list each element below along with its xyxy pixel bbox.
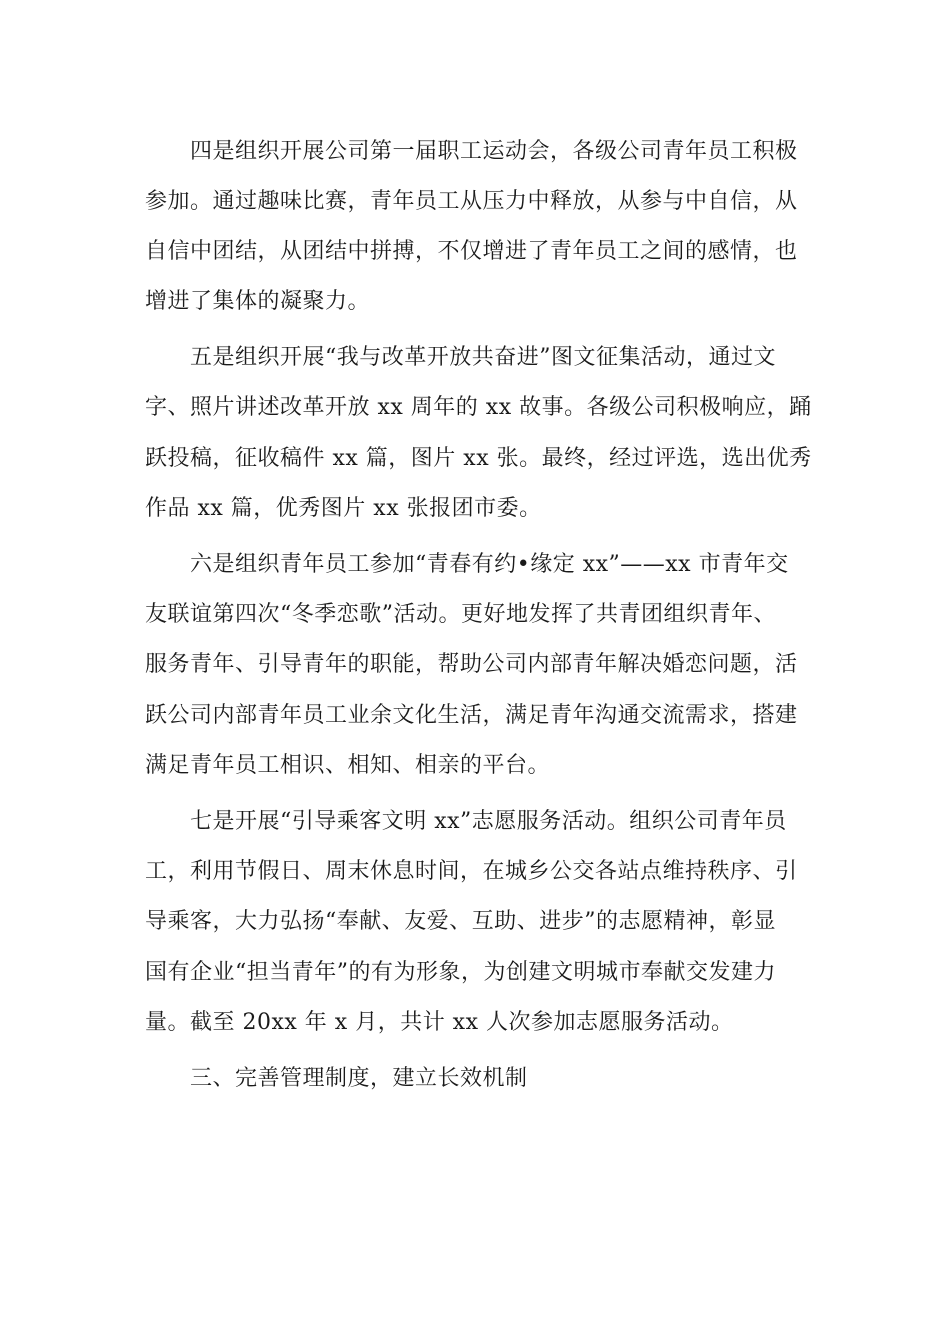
paragraph-3-line-2: 友联谊第四次“冬季恋歌”活动。更好地发挥了共青团组织青年、 <box>145 602 776 627</box>
paragraph-3-line-5: 满足青年员工相识、相知、相亲的平台。 <box>145 753 551 778</box>
paragraph-4-line-5: 量。截至 20xx 年 x 月，共计 xx 人次参加志愿服务活动。 <box>145 1010 734 1035</box>
paragraph-2-line-1: 五是组织开展“我与改革开放共奋进”图文征集活动，通过文 <box>190 345 776 370</box>
paragraph-4-line-2: 工，利用节假日、周末休息时间，在城乡公交各站点维持秩序、引 <box>145 859 798 884</box>
paragraph-1-line-1: 四是组织开展公司第一届职工运动会，各级公司青年员工积极 <box>190 139 798 164</box>
paragraph-1-line-4: 增进了集体的凝聚力。 <box>145 289 371 314</box>
paragraph-3-line-1: 六是组织青年员工参加“青春有约•缘定 xx”——xx 市青年交 <box>190 552 789 577</box>
paragraph-2-line-3: 跃投稿，征收稿件 xx 篇，图片 xx 张。最终，经过评选，选出优秀 <box>145 446 812 471</box>
paragraph-2-line-4: 作品 xx 篇，优秀图片 xx 张报团市委。 <box>145 496 542 521</box>
paragraph-2-line-2: 字、照片讲述改革开放 xx 周年的 xx 故事。各级公司积极响应，踊 <box>145 395 812 420</box>
paragraph-3-line-4: 跃公司内部青年员工业余文化生活，满足青年沟通交流需求，搭建 <box>145 703 798 728</box>
paragraph-4-line-3: 导乘客，大力弘扬“奉献、友爱、互助、进步”的志愿精神，彰显 <box>145 909 776 934</box>
paragraph-4-line-1: 七是开展“引导乘客文明 xx”志愿服务活动。组织公司青年员 <box>190 809 787 834</box>
paragraph-1-line-3: 自信中团结，从团结中拼搏，不仅增进了青年员工之间的感情，也 <box>145 239 798 264</box>
paragraph-3-line-3: 服务青年、引导青年的职能，帮助公司内部青年解决婚恋问题，活 <box>145 652 798 677</box>
section-heading: 三、完善管理制度，建立长效机制 <box>190 1066 528 1091</box>
paragraph-1-line-2: 参加。通过趣味比赛，青年员工从压力中释放，从参与中自信，从 <box>145 189 798 214</box>
paragraph-4-line-4: 国有企业“担当青年”的有为形象，为创建文明城市奉献交发建力 <box>145 960 776 985</box>
